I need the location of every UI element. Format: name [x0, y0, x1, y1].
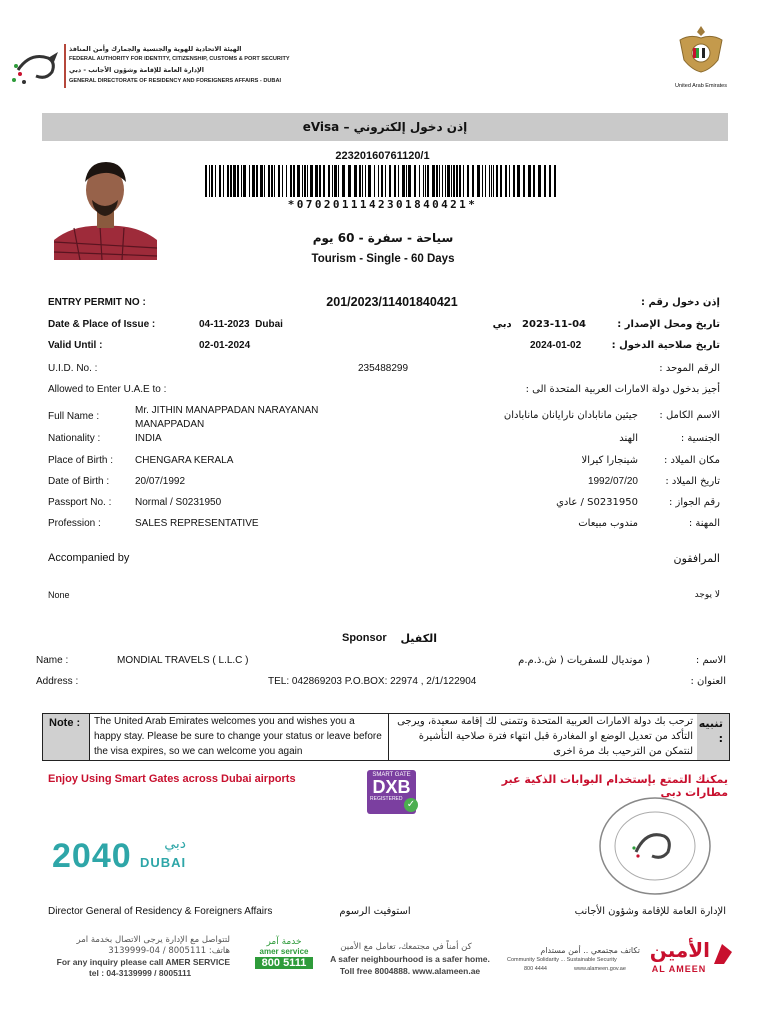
alameen-tag-ar: تكاتف مجتمعي .. أمن مستدام	[540, 946, 640, 955]
visa-type-en: Tourism - Single - 60 Days	[311, 253, 455, 265]
barcode-bottom-number: *0702011142301840421*	[287, 198, 478, 211]
note-text-en: The United Arab Emirates welcomes you and wishes you a happy stay. Please be sure to change your status or leave before the visa expires, so we can welcome you again	[90, 714, 389, 760]
check-icon: ✓	[404, 798, 418, 812]
contact-en-2: tel : 04-3139999 / 8005111	[88, 968, 192, 978]
passport-value-ar: S0231950 / عادي	[556, 497, 638, 508]
sponsor-title-ar: الكفيل	[400, 632, 437, 645]
accompanied-value-ar: لا يوجد	[694, 590, 720, 600]
badge-top-text: SMART GATE	[372, 772, 411, 778]
alameen-hand-icon	[712, 942, 734, 966]
nationality-value-en: INDIA	[135, 433, 162, 444]
birthdate-label-ar: تاريخ الميلاد :	[665, 476, 720, 487]
uae-label: United Arab Emirates	[675, 83, 727, 89]
evisa-title: إذن دخول إلكتروني – eVisa	[302, 120, 468, 134]
smart-gates-text-ar: يمكنك التمتع بإستخدام البوابات الذكية عبر مطارات دبي	[501, 773, 728, 799]
valid-label-en: Valid Until :	[48, 340, 103, 351]
dubai-2040-number: 2040	[52, 837, 132, 875]
allowed-label-en: Allowed to Enter U.A.E to :	[48, 384, 167, 395]
dubai-2040-logo	[52, 836, 132, 876]
dubai-2040-en: DUBAI	[140, 855, 187, 870]
note-label-ar-cell	[697, 714, 729, 760]
smart-gates-text-en: Enjoy Using Smart Gates across Dubai airports	[48, 773, 296, 785]
amer-top-text: خدمة آمر	[266, 937, 302, 947]
alameen-slogan-en: A safer neighbourhood is a safer home.	[330, 954, 490, 964]
amer-logo	[255, 937, 313, 977]
valid-label-ar: تاريخ صلاحية الدخول :	[611, 340, 720, 351]
alameen-site: www.alameen.gov.ae	[574, 966, 626, 972]
note-label-ar: تنبيه :	[698, 717, 723, 745]
alameen-slogan-ar: كن أمناً في مجتمعك، تعامل مع الأمين	[340, 942, 472, 952]
note-label-en-cell	[43, 714, 90, 760]
full-name-label-en: Full Name :	[48, 411, 100, 422]
alameen-tollfree: Toll free 8004888. www.alameen.ae	[339, 966, 481, 976]
passport-label-en: Passport No. :	[48, 497, 112, 508]
note-box	[42, 713, 730, 761]
sponsor-name-label-en: Name :	[36, 655, 69, 666]
authority-name-en-1: FEDERAL AUTHORITY FOR IDENTITY, CITIZENSHIP, CUSTOMS & PORT SECURITY	[69, 56, 290, 62]
allowed-label-ar: أجيز بدخول دولة الامارات العربية المتحدة الى :	[525, 384, 720, 395]
alameen-tag-en: Community Solidarity ... Sustainable Security	[507, 957, 617, 963]
visa-type-ar: سياحة - سفرة - 60 يوم	[312, 231, 454, 245]
sponsor-name-value-en: MONDIAL TRAVELS ( L.L.C )	[117, 655, 249, 666]
profession-value-en: SALES REPRESENTATIVE	[135, 518, 259, 529]
director-title-en: Director General of Residency & Foreigners Affairs	[48, 906, 273, 917]
birthdate-label-en: Date of Birth :	[48, 476, 110, 487]
profession-label-en: Profession :	[48, 518, 101, 529]
entry-permit-label-ar: إذن دخول رقم :	[641, 297, 720, 308]
issue-label-ar: تاريخ ومحل الإصدار :	[617, 319, 720, 330]
gdrfa-logo	[10, 40, 62, 90]
official-stamp	[598, 796, 712, 896]
amer-name: amer service	[259, 947, 309, 956]
full-name-label-ar: الاسم الكامل :	[659, 410, 720, 421]
director-title-ar: الإدارة العامة للإقامة وشؤون الأجانب	[574, 906, 726, 917]
issue-value-en: 04-11-2023 Dubai	[199, 319, 283, 330]
header-divider	[64, 44, 66, 88]
passport-label-ar: رقم الجواز :	[668, 497, 720, 508]
nationality-label-ar: الجنسية :	[680, 433, 720, 444]
badge-main-text: DXB	[372, 777, 411, 797]
contact-en-1: For any inquiry please call AMER SERVICE	[56, 957, 230, 967]
applicant-photo	[54, 152, 157, 260]
entry-permit-number: 201/2023/11401840421	[326, 295, 458, 309]
barcode	[205, 165, 560, 197]
birthplace-label-en: Place of Birth :	[48, 455, 114, 466]
full-name-value-ar: جيثين مانابادان نارايانان مانابادان	[503, 410, 638, 421]
uae-emblem	[674, 20, 728, 80]
profession-label-ar: المهنة :	[688, 518, 720, 529]
sponsor-title-en: Sponsor	[342, 632, 387, 644]
alameen-logo-ar: الأمين	[649, 938, 710, 962]
sponsor-name-value-ar: ( موندیال للسفريات ( ش.ذ.م.م	[518, 655, 650, 666]
issue-value-ar: 2023-11-04 دبي	[492, 319, 586, 330]
uid-value: 235488299	[358, 363, 409, 374]
birthdate-value-en: 20/07/1992	[135, 476, 186, 487]
valid-value-en: 02-01-2024	[199, 340, 251, 351]
contact-ar-2: هاتف: 8005111 / 04-3139999	[108, 946, 230, 956]
sponsor-address-label-ar: العنوان :	[690, 676, 726, 687]
authority-name-ar-2: الإدارة العامة للإقامة وشؤون الأجانب - دبي	[69, 66, 204, 74]
evisa-title-bar	[42, 113, 728, 141]
issue-label-en: Date & Place of Issue :	[48, 319, 156, 330]
passport-value-en: Normal / S0231950	[135, 497, 222, 508]
note-text-ar: ترحب بك دولة الامارات العربية المتحدة وتتمنى لك إقامة سعيدة، ويرجى التأكد من تعديل الوضع او المغادرة قبل انتهاء فترة صلاحية التأشيرة لنتمكن من الترحيب بك مرة اخرى	[389, 714, 698, 760]
dubai-2040-ar: دبي	[164, 836, 186, 852]
nationality-value-ar: الهند	[619, 433, 638, 444]
signature-text-ar: استوفيت الرسوم	[339, 906, 411, 917]
valid-value-ar: 2024-01-02	[530, 340, 582, 351]
entry-permit-label-en: ENTRY PERMIT NO :	[48, 297, 146, 308]
birthplace-value-ar: شينجارا كيرالا	[581, 455, 638, 466]
nationality-label-en: Nationality :	[48, 433, 101, 444]
contact-ar-1: لتتواصل مع الإدارة يرجى الاتصال بخدمة امر	[76, 935, 230, 945]
badge-bottom-text: REGISTERED	[370, 796, 403, 802]
full-name-value-en: Mr. JITHIN MANAPPADAN NARAYANAN MANAPPADAN	[135, 405, 319, 430]
sponsor-address-label-en: Address :	[36, 676, 79, 687]
authority-name-en-2: GENERAL DIRECTORATE OF RESIDENCY AND FOREIGNERS AFFAIRS - DUBAI	[69, 78, 282, 84]
birthdate-value-ar: 1992/07/20	[587, 476, 638, 487]
profession-value-ar: مندوب مبيعات	[578, 518, 638, 529]
uid-label-ar: الرقم الموحد :	[659, 363, 720, 374]
smart-gate-badge	[367, 770, 416, 814]
accompanied-label-en: Accompanied by	[48, 552, 130, 564]
accompanied-value-en: None	[48, 590, 70, 600]
uid-label-en: U.I.D. No. :	[48, 363, 98, 374]
amer-number: 800 5111	[255, 957, 313, 969]
sponsor-name-label-ar: الاسم :	[695, 655, 726, 666]
sponsor-address-value: TEL: 042869203 P.O.BOX: 22974 , 2/1/122904	[268, 676, 477, 687]
alameen-logo-en: AL AMEEN	[651, 964, 707, 974]
alameen-phone: 800 4444	[524, 966, 547, 972]
birthplace-value-en: CHENGARA KERALA	[135, 455, 234, 466]
birthplace-label-ar: مكان الميلاد :	[663, 455, 720, 466]
barcode-top-number: 22320160761120/1	[335, 150, 430, 162]
authority-name-ar-1: الهيئة الاتحادية للهوية والجنسية والجمارك وأمن المنافذ	[69, 45, 242, 53]
accompanied-label-ar: المرافقون	[673, 552, 720, 565]
note-label-en: Note :	[49, 717, 81, 729]
